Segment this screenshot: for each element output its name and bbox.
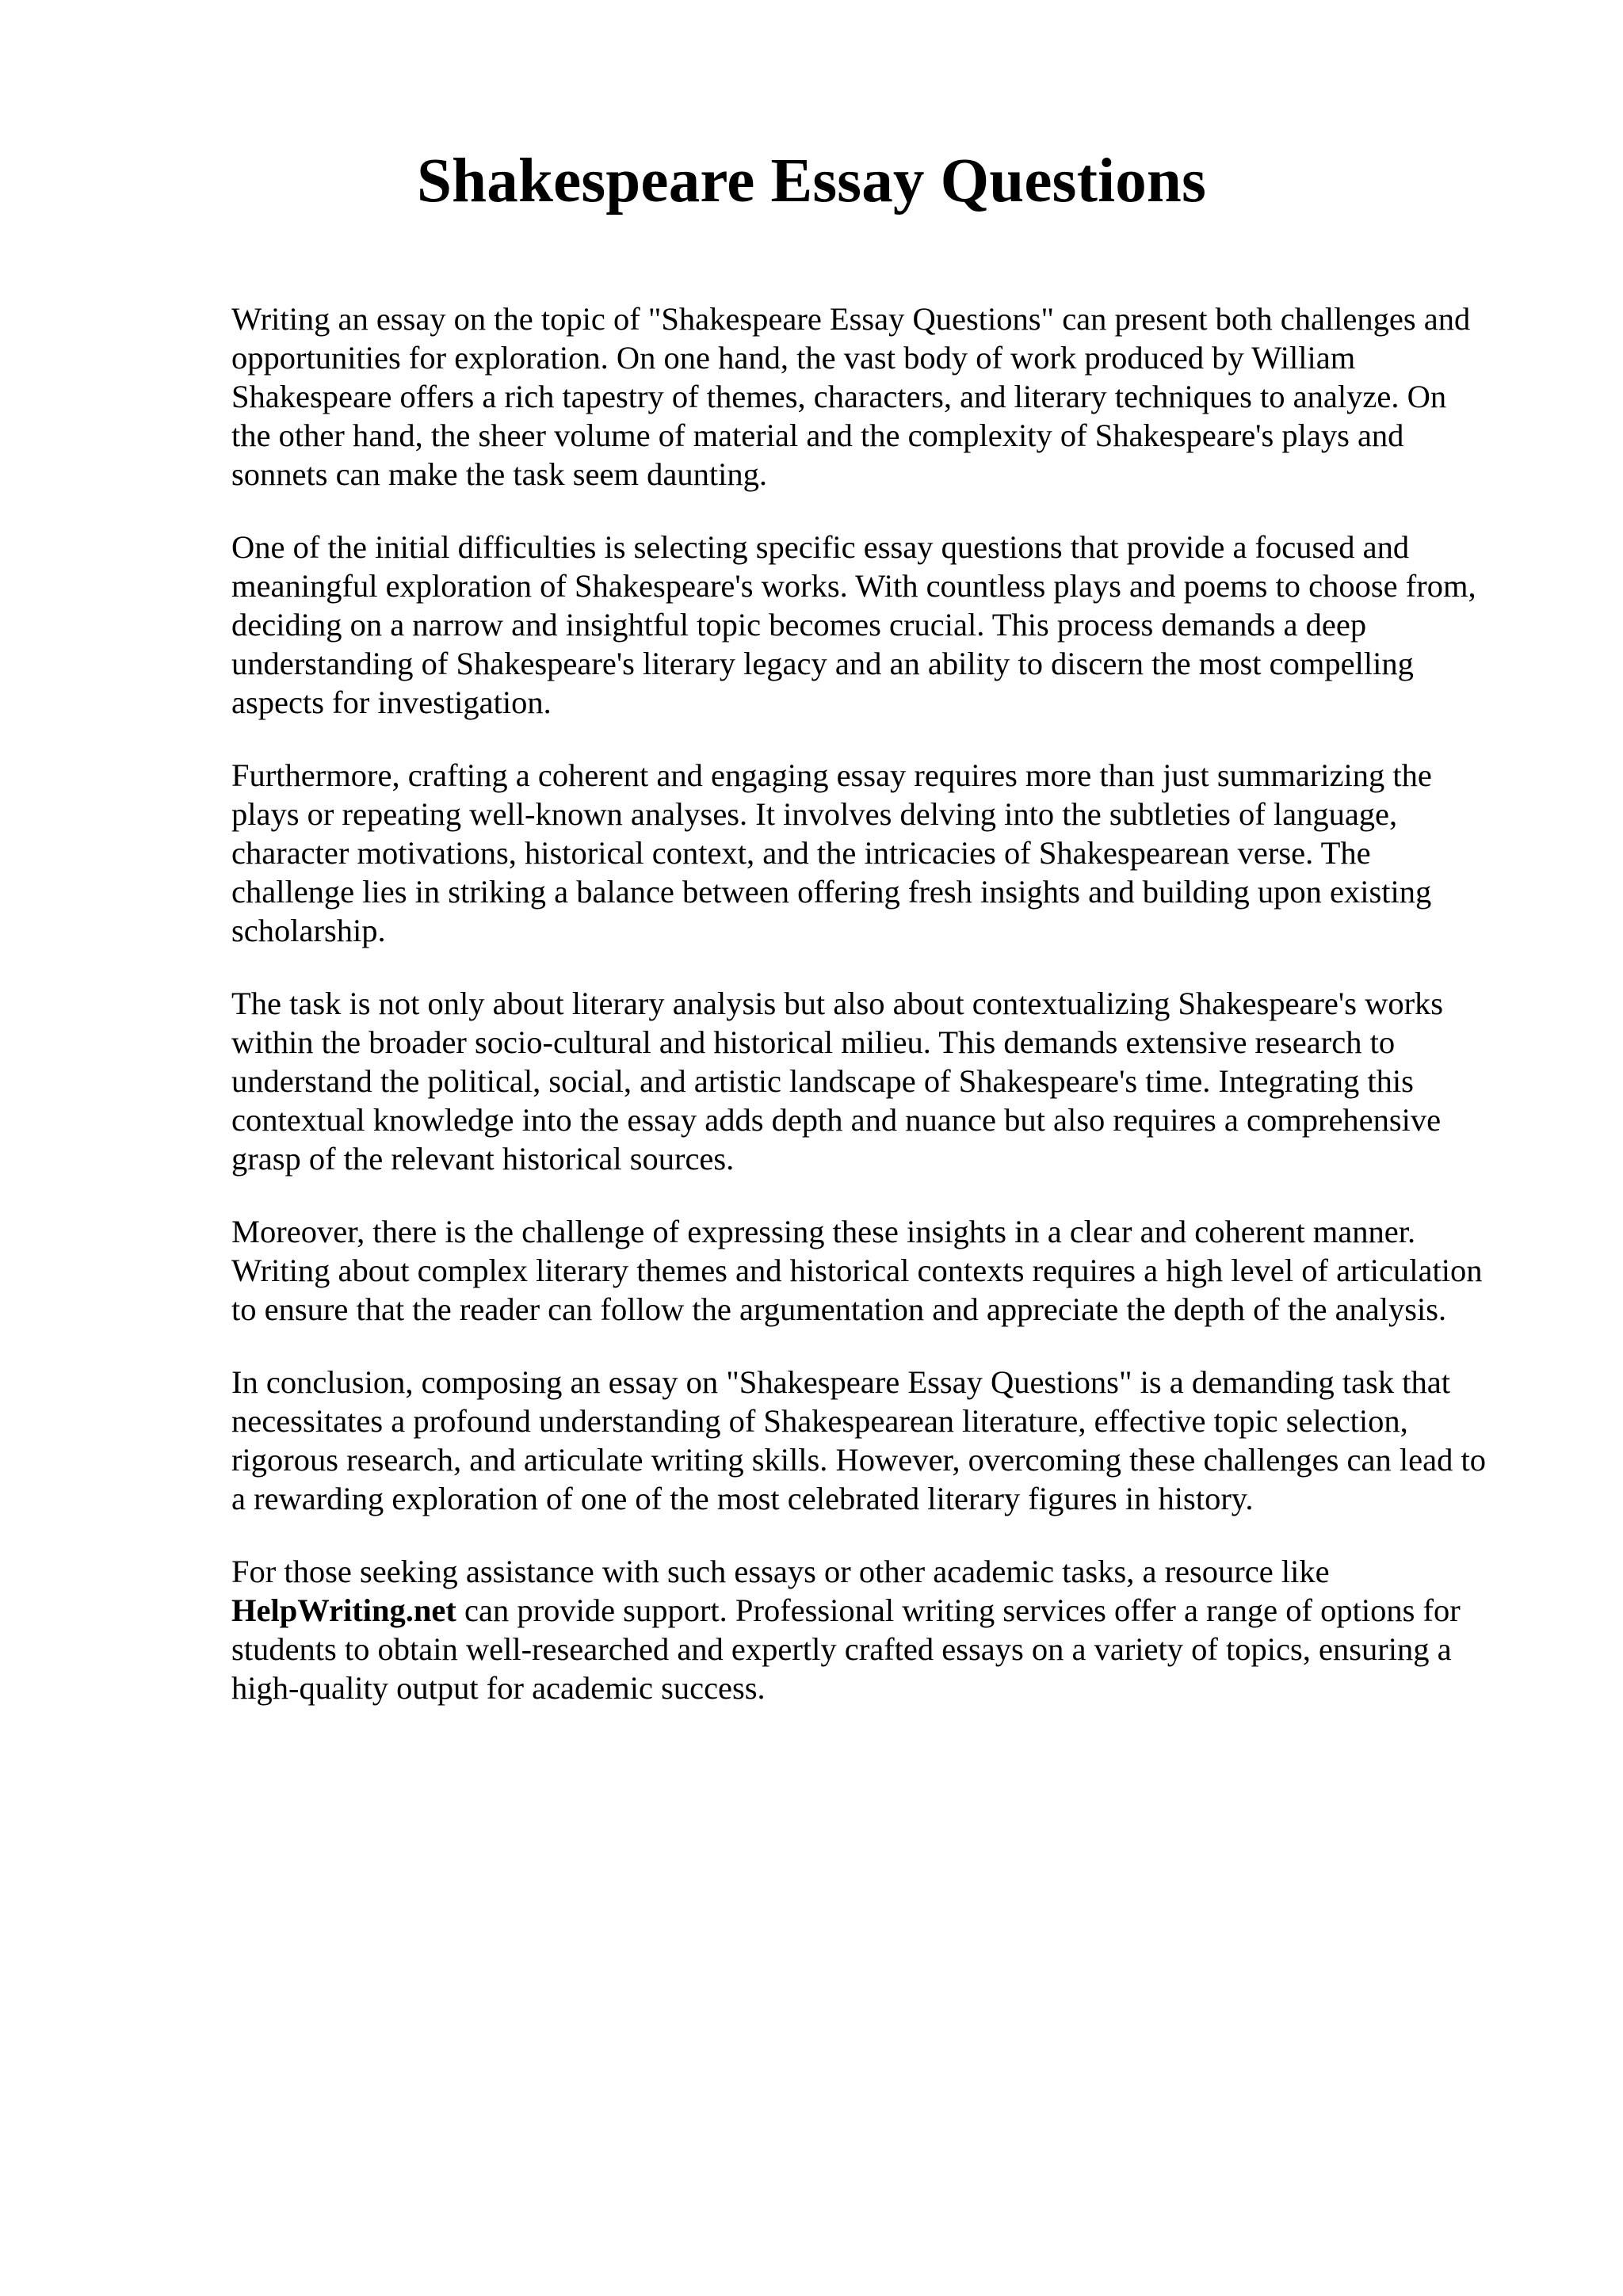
paragraph-3 [231, 756, 1531, 950]
text-line: Moreover, there is the challenge of expressing these insights in a clear and coherent manner. [231, 1214, 1416, 1249]
text-line: scholarship. [231, 913, 386, 948]
text-line: The task is not only about literary analysis but also about contextualizing Shakespeare's works [231, 986, 1444, 1021]
text-line: One of the initial difficulties is selecting specific essay questions that provide a focused and [231, 529, 1410, 565]
paragraph-4 [231, 984, 1531, 1178]
text-segment: can provide support. Professional writing services offer a range of options for [456, 1592, 1461, 1628]
text-line: character motivations, historical context, and the intricacies of Shakespearean verse. The [231, 835, 1371, 871]
text-line: In conclusion, composing an essay on "Shakespeare Essay Questions" is a demanding task that [231, 1364, 1451, 1400]
paragraph-6 [231, 1363, 1531, 1518]
page-title: Shakespeare Essay Questions [416, 147, 1207, 215]
text-line: challenge lies in striking a balance between offering fresh insights and building upon existing [231, 874, 1432, 910]
brand-name: HelpWriting.net [231, 1592, 456, 1628]
text-line: rigorous research, and articulate writing skills. However, overcoming these challenges can lead to [231, 1442, 1486, 1478]
text-line: meaningful exploration of Shakespeare's works. With countless plays and poems to choose from, [231, 568, 1476, 604]
text-line: to ensure that the reader can follow the argumentation and appreciate the depth of the analysis. [231, 1291, 1447, 1327]
text-line: Shakespeare offers a rich tapestry of themes, characters, and literary techniques to analyze. On [231, 379, 1447, 414]
text-line: grasp of the relevant historical sources. [231, 1141, 735, 1177]
text-line: understanding of Shakespeare's literary legacy and an ability to discern the most compelling [231, 646, 1414, 681]
text-line: understand the political, social, and artistic landscape of Shakespeare's time. Integrating this [231, 1063, 1414, 1099]
text-line: necessitates a profound understanding of Shakespearean literature, effective topic selection, [231, 1403, 1408, 1439]
paragraph-closing [231, 1552, 1531, 1707]
text-line: deciding on a narrow and insightful topic becomes crucial. This process demands a deep [231, 607, 1367, 643]
text-line: plays or repeating well-known analyses. It involves delving into the subtleties of language, [231, 796, 1398, 832]
paragraph-2 [231, 528, 1531, 722]
text-line: opportunities for exploration. On one hand, the vast body of work produced by William [231, 340, 1356, 376]
paragraph-5 [231, 1212, 1531, 1329]
text-line: within the broader socio-cultural and historical milieu. This demands extensive research to [231, 1024, 1396, 1060]
text-line: high-quality output for academic success. [231, 1670, 766, 1706]
text-line: the other hand, the sheer volume of material and the complexity of Shakespeare's plays and [231, 418, 1404, 453]
text-line: a rewarding exploration of one of the most celebrated literary figures in history. [231, 1481, 1254, 1516]
essay-body [231, 299, 1531, 1741]
text-line: Writing an essay on the topic of "Shakespeare Essay Questions" can present both challenges and [231, 301, 1471, 337]
text-line: students to obtain well-researched and expertly crafted essays on a variety of topics, ensuring a [231, 1631, 1452, 1667]
text-line: sonnets can make the task seem daunting. [231, 456, 767, 492]
text-line: Writing about complex literary themes and historical contexts requires a high level of articulation [231, 1253, 1483, 1288]
text-line: For those seeking assistance with such essays or other academic tasks, a resource like [231, 1554, 1330, 1589]
text-line: contextual knowledge into the essay adds depth and nuance but also requires a comprehensive [231, 1102, 1442, 1138]
paragraph-1 [231, 299, 1531, 494]
text-line: aspects for investigation. [231, 685, 552, 720]
text-line [231, 1591, 1531, 1630]
text-line: Furthermore, crafting a coherent and engaging essay requires more than just summarizing the [231, 757, 1432, 793]
